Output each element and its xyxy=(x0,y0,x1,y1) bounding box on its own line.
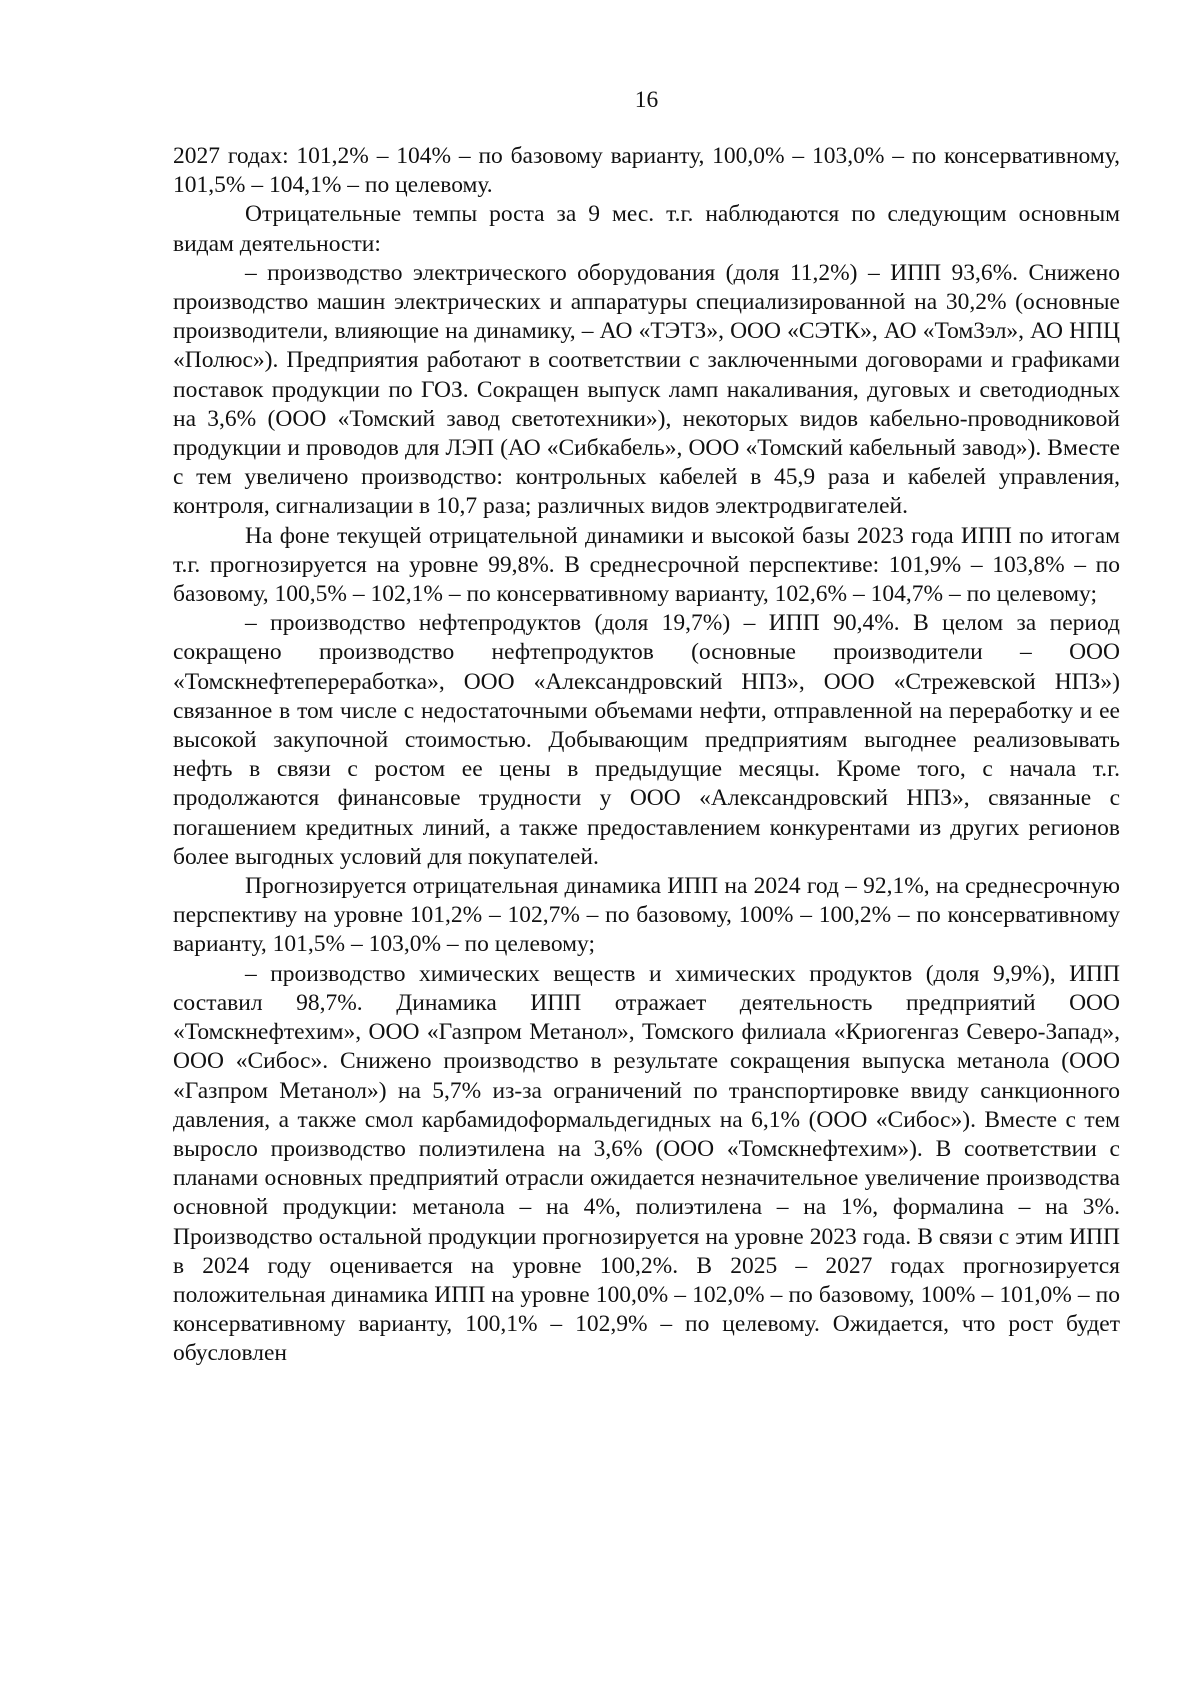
paragraph-3: – производство электрического оборудования (доля 11,2%) – ИПП 93,6%. Снижено производство машин электрических и аппаратуры специализированной на 30,2% (основные производители, влияющие на динамику, – АО «ТЭТЗ», ООО «СЭТК», АО «ТомЗэл», АО НПЦ «Полюс»). Предприятия работают в соответствии с заключенными договорами и графиками поставок продукции по ГОЗ. Сокращен выпуск ламп накаливания, дуговых и светодиодных на 3,6% (ООО «Томский завод светотехники»), некоторых видов кабельно-проводниковой продукции и проводов для ЛЭП (АО «Сибкабель», ООО «Томский кабельный завод»). Вместе с тем увеличено производство: контрольных кабелей в 45,9 раза и кабелей управления, контроля, сигнализации в 10,7 раза; различных видов электродвигателей. xyxy=(173,259,1120,520)
paragraph-4: На фоне текущей отрицательной динамики и высокой базы 2023 года ИПП по итогам т.г. прогнозируется на уровне 99,8%. В среднесрочной перспективе: 101,9% – 103,8% – по базовому, 100,5% – 102,1% – по консервативному варианту, 102,6% – 104,7% – по целевому; xyxy=(173,522,1120,608)
document-body xyxy=(173,142,1120,1369)
paragraph-6: Прогнозируется отрицательная динамика ИПП на 2024 год – 92,1%, на среднесрочную перспективу на уровне 101,2% – 102,7% – по базовому, 100% – 100,2% – по консервативному варианту, 101,5% – 103,0% – по целевому; xyxy=(173,873,1120,958)
paragraph-5: – производство нефтепродуктов (доля 19,7%) – ИПП 90,4%. В целом за период сокращено производство нефтепродуктов (основные производители – ООО «Томскнефтепереработка», ООО «Александровский НПЗ», ООО «Стрежевской НПЗ») связанное в том числе с недостаточными объемами нефти, отправленной на переработку и ее высокой закупочной стоимостью. Добывающим предприятиям выгоднее реализовывать нефть в связи с ростом ее цены в предыдущие месяцы. Кроме того, с начала т.г. продолжаются финансовые трудности у ООО «Александровский НПЗ», связанные с погашением кредитных линий, а также предоставлением конкурентами из других регионов более выгодных условий для покупателей. xyxy=(173,610,1120,870)
paragraph-1: 2027 годах: 101,2% – 104% – по базовому варианту, 100,0% – 103,0% – по консервативному, 101,5% – 104,1% – по целевому. xyxy=(173,143,1120,199)
paragraph-2: Отрицательные темпы роста за 9 мес. т.г. наблюдаются по следующим основным видам деятельности: xyxy=(173,201,1120,257)
page-number: 16 xyxy=(634,87,659,113)
paragraph-7: – производство химических веществ и химических продуктов (доля 9,9%), ИПП составил 98,7%. Динамика ИПП отражает деятельность предприятий ООО «Томскнефтехим», ООО «Газпром Метанол», Томского филиала «Криогенгаз Северо-Запад», ООО «Сибос». Снижено производство в результате сокращения выпуска метанола (ООО «Газпром Метанол») на 5,7% из-за ограничений по транспортировке ввиду санкционного давления, а также смол карбамидоформальдегидных на 6,1% (ООО «Сибос»). Вместе с тем выросло производство полиэтилена на 3,6% (ООО «Томскнефтехим»). В соответствии с планами основных предприятий отрасли ожидается незначительное увеличение производства основной продукции: метанола – на 4%, полиэтилена – на 1%, формалина – на 3%. Производство остальной продукции прогнозируется на уровне 2023 года. В связи с этим ИПП в 2024 году оценивается на уровне 100,2%. В 2025 – 2027 годах прогнозируется положительная динамика ИПП на уровне 100,0% – 102,0% – по базовому, 100% – 101,0% – по консервативному варианту, 100,1% – 102,9% – по целевому. Ожидается, что рост будет обусловлен xyxy=(173,960,1120,1367)
